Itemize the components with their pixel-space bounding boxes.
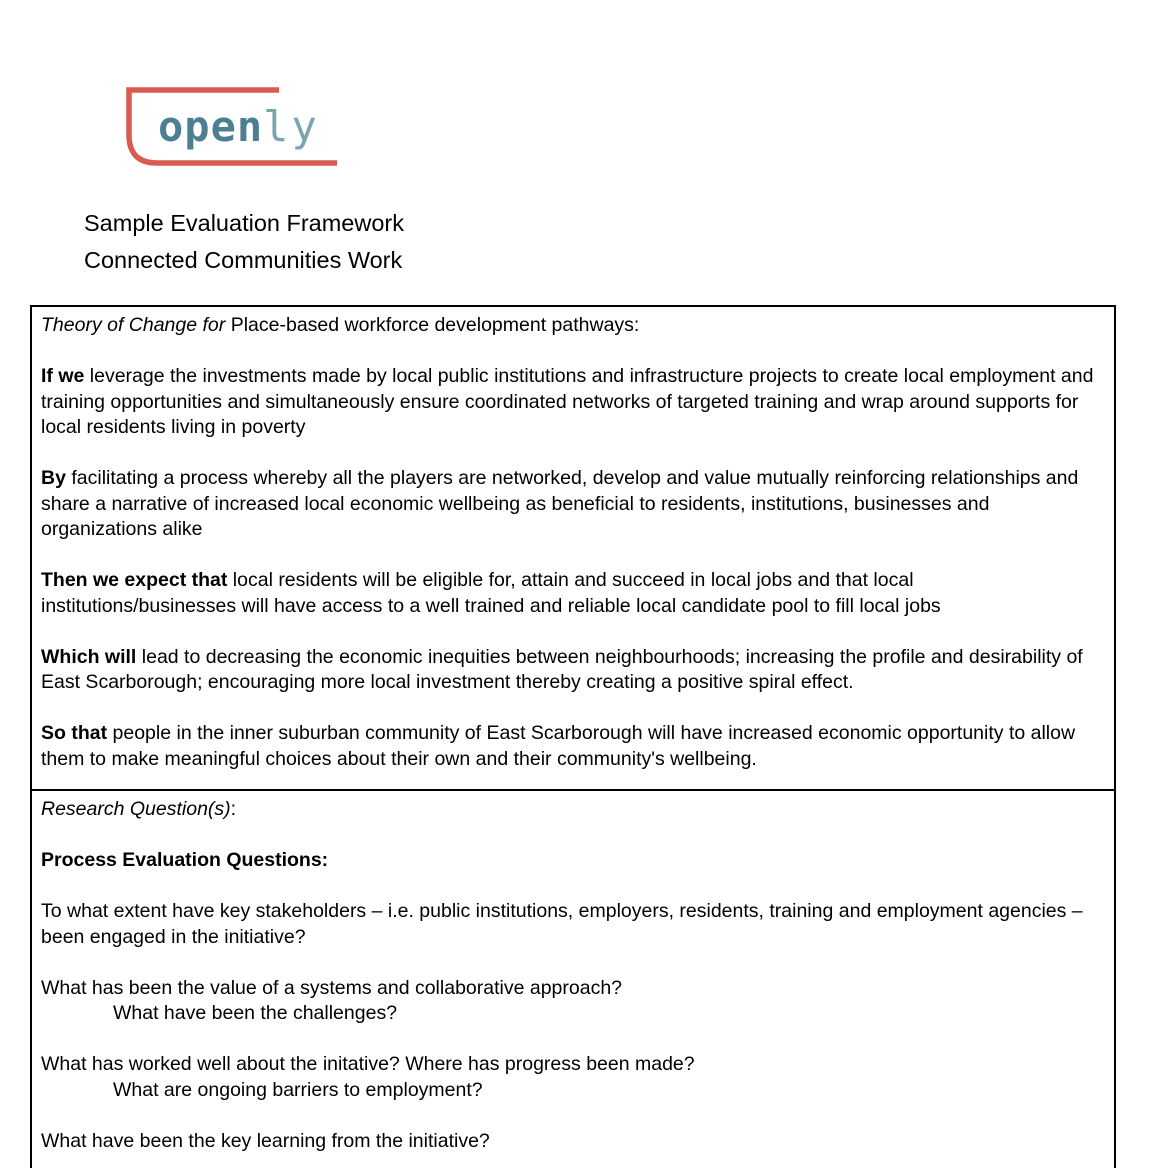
research-label-colon: : [230,798,237,820]
theory-text-by: facilitating a process whereby all the players are networked, develop and value mutually reinforcing relationships and share a narrative of increased local economic wellbeing as beneficial to residents, institutions, businesses and organizations alike [41,467,1079,540]
theory-paragraph-then [41,568,1105,619]
openly-logo [122,86,344,170]
process-evaluation-subheading: Process Evaluation Questions: [41,849,329,871]
theory-text-so-that: people in the inner suburban community of East Scarborough will have increased economic opportunity to allow them to make meaningful choices about their own and their community's wellbeing. [41,722,1076,770]
theory-paragraph-if-we [41,364,1105,441]
research-heading [41,797,1105,823]
theory-lead-then: Then we expect that [41,569,228,591]
theory-lead-by: By [41,467,66,489]
logo-wordmark [158,102,320,151]
logo-text-ly: ly [263,102,320,151]
theory-paragraph-which [41,645,1105,696]
question-key-learning: What have been the key learning from the initiative? [41,1129,490,1152]
document-title [84,205,404,278]
question-systems-approach [41,976,1105,1027]
question-stakeholders: To what extent have key stakeholders – i.e. public institutions, employers, residents, training and employment agencies – been engaged in the initiative? [41,900,1083,948]
question-systems-main: What has been the value of a systems and collaborative approach? [41,976,623,999]
theory-text-which: lead to decreasing the economic inequities between neighbourhoods; increasing the profile and desirability of East Scarborough; encouraging more local investment thereby creating a positive spiral effect. [41,645,1083,693]
research-label: Research Question(s) [41,798,231,820]
theory-paragraph-so-that [41,721,1105,772]
question-worked-well [41,1052,1105,1103]
theory-text-then: local residents will be eligible for, attain and succeed in local jobs and that local institutions/businesses will have access to a well trained and reliable local candidate pool to fill local jobs [41,569,941,617]
title-line-2: Connected Communities Work [84,246,403,273]
theory-intro: Place-based workforce development pathways: [225,314,640,336]
theory-paragraph-by [41,466,1105,543]
theory-lead-if-we: If we [41,365,85,387]
theory-lead-so-that: So that [41,722,108,744]
research-questions-cell [32,791,1114,1154]
theory-heading [41,313,1105,339]
question-systems-sub: What have been the challenges? [113,1002,398,1024]
framework-table [30,305,1116,1168]
question-worked-well-main: What has worked well about the initative? Where has progress been made? [41,1053,695,1075]
theory-label: Theory of Change for [41,314,226,336]
logo-text-open: open [158,102,264,151]
title-line-1: Sample Evaluation Framework [84,210,404,236]
theory-text-if-we: leverage the investments made by local public institutions and infrastructure projects to create local employment and training opportunities and simultaneously ensure coordinated networks of targeted training and wrap around supports for local residents living in poverty [41,365,1094,438]
theory-of-change-cell [32,307,1114,791]
theory-lead-which: Which will [41,645,137,668]
question-worked-well-sub: What are ongoing barriers to employment? [113,1078,483,1101]
